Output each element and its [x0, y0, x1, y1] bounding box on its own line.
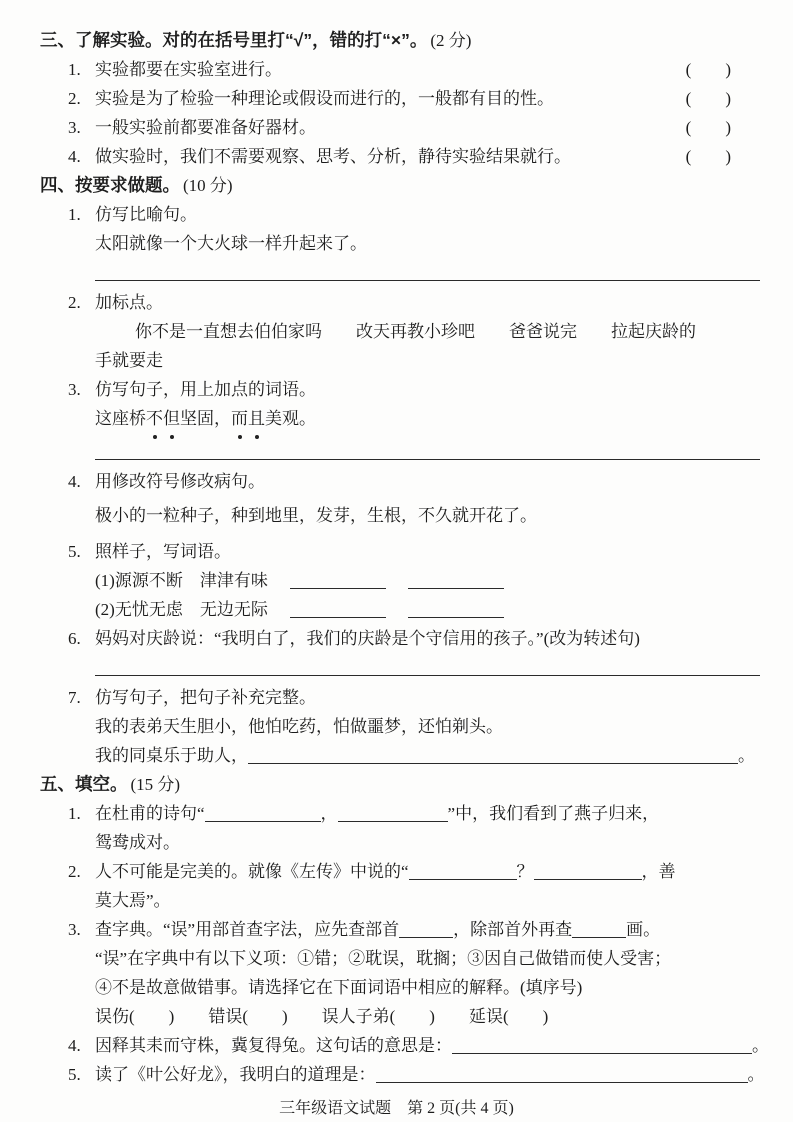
- sentence-part: 在杜甫的诗句“: [95, 804, 205, 823]
- question-label: 仿写句子，把句子补充完整。: [95, 688, 316, 707]
- answer-blank: [409, 862, 517, 880]
- q5-1-line2: 鸳鸯成对。: [95, 833, 180, 852]
- sentence-part: 查字典。“误”用部首查字法，应先查部首: [95, 920, 400, 939]
- question-label: 仿写句子，用上加点的词语。: [95, 380, 316, 399]
- sentence-part: 读了《叶公好龙》，我明白的道理是：: [95, 1065, 376, 1084]
- tf-item-4-text: [68, 142, 571, 171]
- q4-5-row1: [95, 566, 793, 595]
- example-words: (2)无忧无虑 无边无际: [95, 600, 268, 619]
- tf-item-1: [68, 55, 731, 84]
- item-number: 2.: [68, 293, 81, 312]
- emphasized-word: 而且: [231, 404, 265, 433]
- section4-score: (10 分): [183, 176, 233, 195]
- q5-4-line: [68, 1031, 793, 1060]
- sentence-part: 美观。: [265, 409, 316, 428]
- answer-blank: [205, 804, 321, 822]
- item-text: 实验都要在实验室进行。: [95, 60, 282, 79]
- tf-item-4: [68, 142, 731, 171]
- section4-title: 四、按要求做题。: [40, 175, 180, 195]
- sentence-part: 因释其耒而守株，冀复得兔。这句话的意思是：: [95, 1036, 452, 1055]
- sentence-part: 坚固，: [180, 409, 231, 428]
- item-text: 做实验时，我们不需要观察、思考、分析，静待实验结果就行。: [95, 147, 571, 166]
- q4-1-label-line: [68, 200, 793, 229]
- tf-item-1-text: [68, 55, 282, 84]
- section3-title: 三、了解实验。对的在括号里打“√”，错的打“×”。: [40, 30, 428, 50]
- tf-item-3-text: [68, 113, 316, 142]
- q4-4-sentence: 极小的一粒种子，种到地里，发芽，生根，不久就开花了。: [95, 506, 537, 525]
- q5-3-line1: [68, 915, 793, 944]
- question-label: 加标点。: [95, 293, 163, 312]
- answer-blank: [572, 920, 626, 938]
- q4-1-sentence: 太阳就像一个大火球一样升起来了。: [95, 234, 367, 253]
- sentence-part: 画。: [626, 920, 661, 939]
- sentence-part: 。: [752, 1036, 769, 1055]
- question-text: 妈妈对庆龄说：“我明白了，我们的庆龄是个守信用的孩子。”(改为转述句): [95, 629, 640, 648]
- item-number: 4.: [68, 472, 81, 491]
- q4-7-example: 我的表弟天生胆小，他怕吃药，怕做噩梦，还怕剃头。: [95, 717, 503, 736]
- answer-blank: [248, 746, 738, 764]
- question-label: 照样子，写词语。: [95, 542, 231, 561]
- q4-2-text-line1: 你不是一直想去伯伯家吗 改天再教小珍吧 爸爸说完 拉起庆龄的: [135, 322, 696, 341]
- answer-blank: [290, 600, 386, 618]
- item-number: 4.: [68, 147, 81, 166]
- page-footer: 三年级语文试题 第 2 页(共 4 页): [279, 1100, 514, 1117]
- q4-3-sentence: [95, 404, 793, 433]
- q5-2-line1: [68, 857, 793, 886]
- item-number: 7.: [68, 688, 81, 707]
- q5-3-line4: 误伤( ) 错误( ) 误人子弟( ) 延误( ): [95, 1007, 549, 1026]
- answer-blank: [534, 862, 642, 880]
- example-words: (1)源源不断 津津有味: [95, 571, 268, 590]
- sentence-part: ，除部首外再查: [453, 920, 573, 939]
- question-label: 用修改符号修改病句。: [95, 472, 265, 491]
- answer-line: [95, 280, 760, 281]
- q5-3-line3: ④不是故意做错事。请选择它在下面词语中相应的解释。(填序号): [95, 978, 583, 997]
- sentence-part: 人不可能是完美的。就像《左传》中说的“: [95, 862, 409, 881]
- item-text: 实验是为了检验一种理论或假设而进行的，一般都有目的性。: [95, 89, 554, 108]
- item-number: 6.: [68, 629, 81, 648]
- q4-5-row2: [95, 595, 793, 624]
- item-number: 5.: [68, 1065, 81, 1084]
- item-number: 4.: [68, 1036, 81, 1055]
- q5-2-line2: 莫大焉”。: [95, 891, 171, 910]
- tf-item-3-paren: ( ): [685, 118, 731, 137]
- item-number: 3.: [68, 380, 81, 399]
- section3-heading: [40, 26, 793, 55]
- q4-7-fill-line: [95, 741, 793, 770]
- q5-1-line1: [68, 799, 793, 828]
- item-number: 1.: [68, 60, 81, 79]
- sentence-part: 这座桥: [95, 409, 146, 428]
- item-number: 1.: [68, 804, 81, 823]
- tf-item-2: [68, 84, 731, 113]
- answer-blank: [452, 1036, 752, 1054]
- answer-blank: [290, 571, 386, 589]
- sentence-part: 。: [747, 1065, 765, 1084]
- answer-blank: [408, 600, 504, 618]
- q4-5-label-line: [68, 537, 793, 566]
- q4-2-label-line: [68, 288, 793, 317]
- item-number: 2.: [68, 862, 81, 881]
- answer-blank: [376, 1065, 748, 1083]
- item-number: 3.: [68, 920, 81, 939]
- item-number: 5.: [68, 542, 81, 561]
- q4-7-label-line: [68, 683, 793, 712]
- sentence-part: ，善: [641, 862, 676, 881]
- answer-line: [95, 675, 760, 676]
- section5-title: 五、填空。: [40, 774, 128, 794]
- question-label: 仿写比喻句。: [95, 205, 197, 224]
- q4-6-line: [68, 624, 793, 653]
- sentence-part: 我的同桌乐于助人，: [95, 746, 248, 765]
- item-text: 一般实验前都要准备好器材。: [95, 118, 316, 137]
- q4-2-text-line2: 手就要走: [95, 351, 163, 370]
- section3-score: (2 分): [430, 31, 472, 50]
- q5-3-line2: “误”在字典中有以下义项：①错；②耽误，耽搁；③因自己做错而使人受害；: [95, 949, 672, 968]
- item-number: 1.: [68, 205, 81, 224]
- tf-item-3: [68, 113, 731, 142]
- q4-4-label-line: [68, 467, 793, 496]
- sentence-part: 。: [738, 746, 755, 765]
- q4-3-label-line: [68, 375, 793, 404]
- tf-item-1-paren: ( ): [685, 60, 731, 79]
- tf-item-2-paren: ( ): [685, 89, 731, 108]
- answer-blank: [399, 920, 453, 938]
- tf-item-2-text: [68, 84, 554, 113]
- sentence-part: ”中，我们看到了燕子归来，: [447, 804, 660, 823]
- answer-blank: [338, 804, 448, 822]
- q5-5-line: [68, 1060, 793, 1089]
- item-number: 3.: [68, 118, 81, 137]
- answer-blank: [408, 571, 504, 589]
- item-number: 2.: [68, 89, 81, 108]
- emphasized-word: 不但: [146, 404, 180, 433]
- sentence-part: ，: [320, 804, 338, 823]
- section5-heading: [40, 770, 793, 799]
- sentence-part: ？: [516, 862, 534, 881]
- section4-heading: [40, 171, 793, 200]
- answer-line: [95, 459, 760, 460]
- tf-item-4-paren: ( ): [685, 147, 731, 166]
- section5-score: (15 分): [130, 775, 181, 794]
